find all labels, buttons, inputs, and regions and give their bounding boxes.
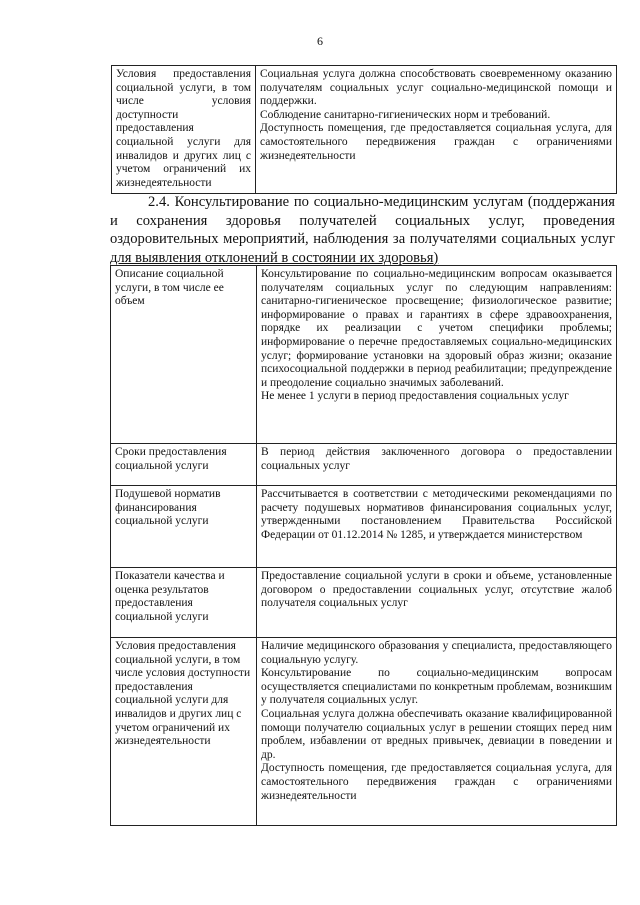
row-heading-text: Подушевой норматив финансирования социальной услуги [115, 488, 221, 528]
row-heading-text: Описание социальной услуги, в том числе ее объем [115, 268, 224, 308]
section-title-text: 2.4. Консультирование по социально-медицинским услугам (поддержания и сохранения здоровья получателей социальных услуг, проведения оздоровительных мероприятий, наблюдения за получателями социальных услуг [110, 194, 615, 247]
table-row [111, 568, 617, 638]
row-content [257, 444, 617, 486]
row-heading-text: Показатели качества и оценка результатов предоставления социальной услуги [115, 570, 225, 623]
paragraph: Доступность помещения, где предоставляется социальная услуга, для самостоятельного передвижения граждан с ограничениями жизнедеятельности [261, 762, 612, 802]
paragraph: Доступность помещения, где предоставляется социальная услуга, для самостоятельного передвижения граждан с ограничениями жизнедеятельности [260, 122, 612, 162]
paragraph: В период действия заключенного договора о предоставлении социальных услуг [261, 446, 612, 472]
row-heading [111, 266, 257, 444]
paragraph: Наличие медицинского образования у специалиста, предоставляющего социальную услугу. [261, 640, 612, 666]
paragraph: Консультирование по социально-медицинским вопросам оказывается получателям социальных услуг по следующим направлениям: санитарно-гигиеническое просвещение; физиологическое развитие; информирование о правах и гарантиях в сфере здравоохранения, порядке их реализации с учетом специфики проблемы; информирование о перечне предоставляемых социально-медицинских услуг; формирование установки на здоровый образ жизни; оказание психосоциальной поддержки в период реабилитации; предупреждение и преодоление социально значимых заболеваний. [261, 268, 612, 389]
row-heading [111, 638, 257, 826]
row-heading [111, 444, 257, 486]
table-row [111, 638, 617, 826]
row-heading-text: Сроки предоставления социальной услуги [115, 446, 227, 472]
section-heading [110, 193, 615, 267]
row-content [257, 486, 617, 568]
table-row [111, 444, 617, 486]
page-number: 6 [317, 34, 323, 48]
paragraph: Не менее 1 услуги в период предоставления социальных услуг [261, 390, 569, 403]
row-content [256, 66, 617, 194]
row-heading-text: Условия предоставления социальной услуги, в том числе условия доступности предоставления социальной услуги для инвалидов и других лиц с учетом ограничений их жизнедеятельности [116, 68, 251, 189]
row-heading [111, 486, 257, 568]
row-content [257, 638, 617, 826]
paragraph: Социальная услуга должна обеспечивать оказание квалифицированной помощи получателю социальных услуг в решении стоящих перед ним проблем, избавлении от вредных привычек, девиации в поведении и др. [261, 707, 612, 761]
paragraph: Социальная услуга должна способствовать своевременному оказанию получателям социальных услуг социально-медицинской помощи и поддержки. [260, 68, 612, 108]
paragraph: Соблюдение санитарно-гигиенических норм и требований. [260, 108, 551, 121]
row-heading [112, 66, 256, 194]
section-title-tail: для выявления отклонений в состоянии их здоровья) [110, 249, 439, 266]
paragraph: Предоставление социальной услуги в сроки и объеме, установленные договором о предоставлении социальных услуг, отсутствие жалоб получателя социальных услуг [261, 570, 612, 610]
row-heading-text: Условия предоставления социальной услуги, в том числе условия доступности предоставления социальной услуги для инвалидов и других лиц с учетом ограничений их жизнедеятельности [115, 640, 251, 748]
top-conditions-table [111, 65, 617, 194]
table-row [112, 66, 617, 194]
paragraph: Рассчитывается в соответствии с методическими рекомендациями по расчету подушевых нормативов финансирования социальных услуг, утвержденными постановлением Правительства Российской Федерации от 01.12.2014 № 1285, и утверждается министерством [261, 488, 612, 541]
table-row [111, 486, 617, 568]
paragraph: Консультирование по социально-медицинским вопросам осуществляется специалистами по конкретным проблемам, возникшим у получателя социальных услуг. [261, 667, 612, 707]
row-content [257, 266, 617, 444]
service-details-table [110, 265, 617, 826]
table-row [111, 266, 617, 444]
row-heading [111, 568, 257, 638]
row-content [257, 568, 617, 638]
